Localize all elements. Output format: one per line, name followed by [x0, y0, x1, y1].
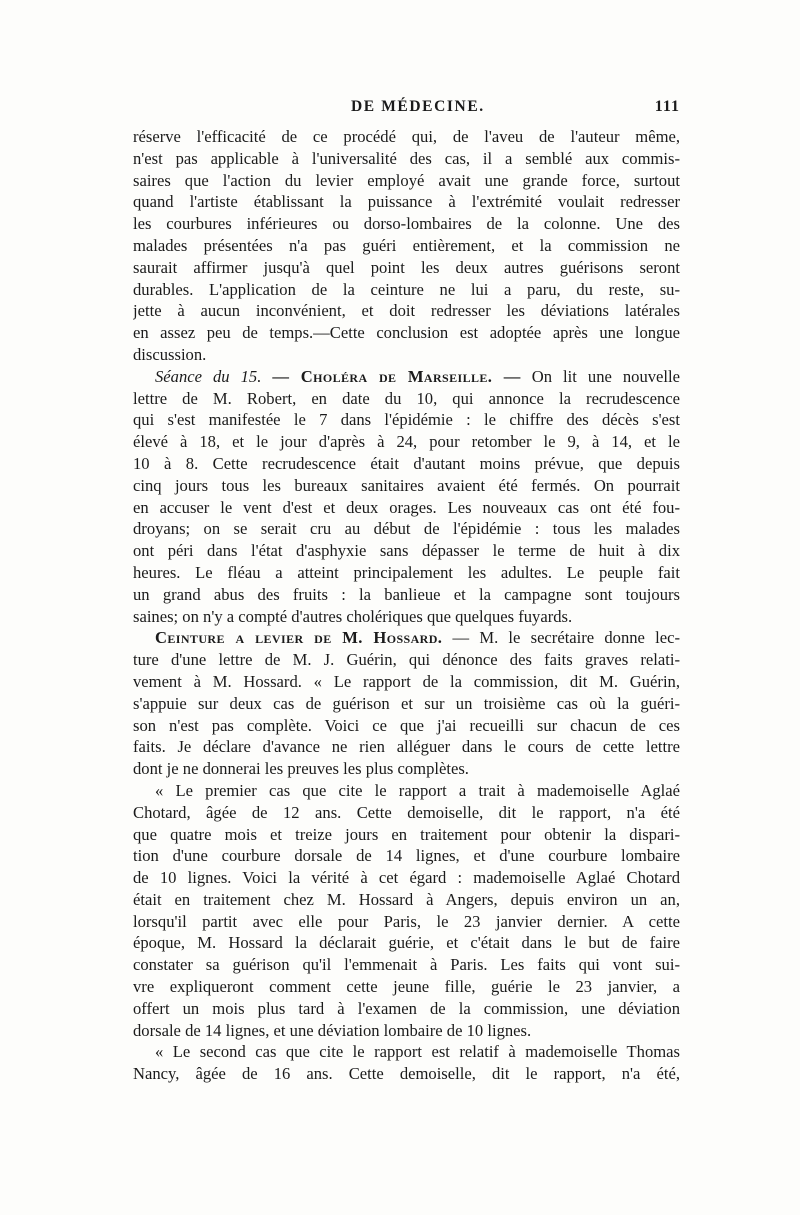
ceinture-line — [133, 627, 680, 649]
text-line: un grand abus des fruits : la banlieue et la campagne sont toujours — [133, 584, 680, 604]
text-line: tion d'une courbure dorsale de 14 lignes, et d'une courbure lombaire — [133, 846, 680, 866]
text-line: saires que l'action du levier employé avait une grande force, surtout — [133, 170, 680, 190]
text-line: époque, M. Hossard la déclarait guérie, et c'était dans le but de faire — [133, 933, 680, 953]
text-line: vre expliqueront comment cette jeune fille, guérie le 23 janvier, a — [133, 977, 680, 997]
text-line: 10 à 8. Cette recrudescence était d'autant moins prévue, que depuis — [133, 453, 680, 473]
text-line: élevé à 18, et le jour d'après à 24, pour retomber le 9, à 14, et le — [133, 432, 680, 452]
text-line: réserve l'efficacité de ce procédé qui, de l'aveu de l'auteur même, — [133, 127, 680, 146]
text-line: ont péri dans l'état d'asphyxie sans dépasser le terme de huit à dix — [133, 541, 680, 561]
text-line: lettre de M. Robert, en date du 10, qui annonce la recrudescence — [133, 388, 680, 408]
section-heading-ceinture: Ceinture a levier de M. Hossard. — [155, 628, 443, 648]
page-number: 111 — [654, 98, 680, 115]
text-line: ture d'une lettre de M. J. Guérin, qui dénonce des faits graves relati- — [133, 650, 680, 670]
section-heading-cholera: — Choléra de Marseille. — — [272, 366, 521, 386]
text-line: son n'est pas complète. Voici ce que j'ai recueilli sur chacun de ces — [133, 715, 680, 735]
text-line: n'est pas applicable à l'universalité des cas, il a semblé aux commis- — [133, 148, 680, 168]
text-line: droyans; on se serait cru au début de l'épidémie : tous les malades — [133, 519, 680, 539]
text-line: quand l'artiste établissant la puissance à l'extrémité voulait redresser — [133, 192, 680, 212]
text-line: les courbures inférieures ou dorso-lombaires de la colonne. Une des — [133, 214, 680, 234]
text-line: de 10 lignes. Voici la vérité à cet égard : mademoiselle Aglaé Chotard — [133, 868, 680, 888]
text-line: « Le second cas que cite le rapport est relatif à mademoiselle Thomas — [155, 1042, 680, 1062]
seance-date: Séance du 15. — [155, 366, 262, 386]
text-line: heures. Le fléau a atteint principalement les adultes. Le peuple fait — [133, 562, 680, 582]
text-line: discussion. — [133, 344, 207, 364]
text-line: offert un mois plus tard à l'examen de la commission, une déviation — [133, 998, 680, 1018]
text-line: dorsale de 14 lignes, et une déviation lombaire de 10 lignes. — [133, 1020, 532, 1040]
text-line: constater sa guérison qu'il l'emmenait à Paris. Les faits qui vont sui- — [133, 955, 680, 975]
text-line: en accuser le vent d'est et deux orages. Les nouveaux cas ont été fou- — [133, 497, 680, 517]
text-line: cinq jours tous les bureaux sanitaires avaient été fermés. On pourrait — [133, 475, 680, 495]
text-line: vement à M. Hossard. « Le rapport de la commission, dit M. Guérin, — [133, 671, 680, 691]
text-line: malades présentées n'a pas guéri entièrement, et la commission ne — [133, 235, 680, 255]
seance-text: On lit une nouvelle — [531, 366, 680, 386]
text-line: Chotard, âgée de 12 ans. Cette demoiselle, dit le rapport, n'a été — [133, 802, 680, 822]
running-title: DE MÉDECINE. — [351, 98, 485, 115]
text-line: qui s'est manifestée le 7 dans l'épidémie : le chiffre des décès s'est — [133, 410, 680, 430]
text-line: jette à aucun inconvénient, et doit redresser les déviations latérales — [133, 301, 680, 321]
text-line: que quatre mois et treize jours en traitement pour obtenir la dispari- — [133, 824, 680, 844]
text-line: faits. Je déclare d'avance ne rien alléguer dans le cours de cette lettre — [133, 737, 680, 757]
text-line: « Le premier cas que cite le rapport a trait à mademoiselle Aglaé — [155, 780, 680, 800]
text-line: était en traitement chez M. Hossard à Angers, depuis environ un an, — [133, 889, 680, 909]
ceinture-text: — M. le secrétaire donne lec- — [452, 628, 680, 648]
text-line: Nancy, âgée de 16 ans. Cette demoiselle, dit le rapport, n'a été, — [133, 1064, 680, 1084]
text-line: lorsqu'il partit avec elle pour Paris, le 23 janvier dernier. A cette — [133, 911, 680, 931]
seance-line — [133, 366, 680, 388]
text-line: dont je ne donnerai les preuves les plus complètes. — [133, 759, 469, 779]
text-line: en assez peu de temps.—Cette conclusion est adoptée après une longue — [133, 323, 680, 343]
text-line: saurait affirmer jusqu'à quel point les deux autres guérisons seront — [133, 257, 680, 277]
text-line: saines; on n'y a compté d'autres cholériques que quelques fuyards. — [133, 606, 573, 626]
page-header — [133, 98, 680, 124]
body-text — [133, 126, 680, 1085]
text-line: s'appuie sur deux cas de guérison et sur un troisième cas où la guéri- — [133, 693, 680, 713]
text-line: durables. L'application de la ceinture ne lui a paru, du reste, su- — [133, 279, 680, 299]
